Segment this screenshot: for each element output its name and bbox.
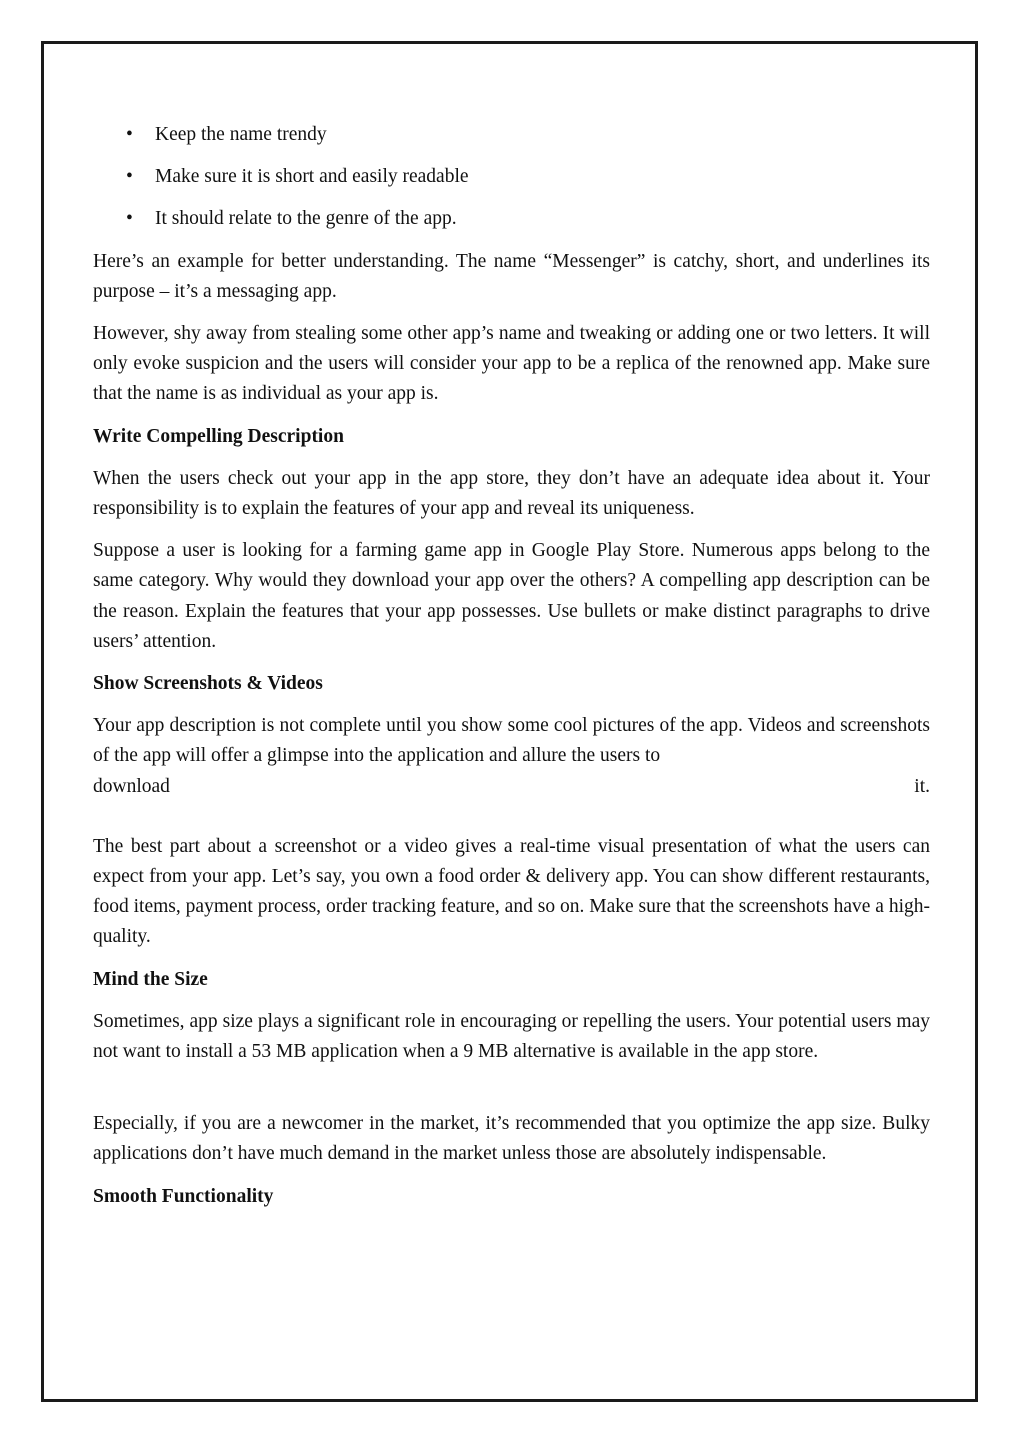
paragraph-size-2: Especially, if you are a newcomer in the market, it’s recommended that you optimize the app size. Bulky applications don’t have much demand in the market unless those are absolutely indispensable. (93, 1113, 930, 1165)
bullet-list (93, 120, 930, 235)
list-item: • Keep the name trendy (93, 120, 930, 150)
document-body (93, 120, 930, 1224)
bullet-icon: • (126, 208, 133, 230)
paragraph-description-2: Suppose a user is looking for a farming game app in Google Play Store. Numerous apps belong to the same category. Why would they download your app over the others? A compelling app description can be the reason. Explain the features that your app possesses. Use bullets or make distinct paragraphs to drive users’ attention. (93, 540, 930, 652)
paragraph-screenshots-1-lastline: download it. (93, 775, 930, 797)
paragraph-screenshots-2: The best part about a screenshot or a video gives a real-time visual presentation of what the users can expect from your app. Let’s say, you own a food order & delivery app. You can show different restaurants, food items, payment process, order tracking feature, and so on. Make sure that the screenshots have a high-quality. (93, 835, 930, 948)
spacer (93, 802, 930, 832)
bullet-icon: • (126, 124, 133, 145)
spacer (93, 1079, 930, 1109)
paragraph-however: However, shy away from stealing some other app’s name and tweaking or adding one or two letters. It will only evoke suspicion and the users will consider your app to be a replica of the renowned app. Make sure that the name is as individual as your app is. (93, 323, 930, 405)
section-heading-size: Mind the Size (93, 968, 208, 990)
section-heading-functionality: Smooth Functionality (93, 1185, 274, 1207)
bullet-icon: • (126, 166, 133, 188)
paragraph-description-1: When the users check out your app in the app store, they don’t have an adequate idea about it. Your responsibility is to explain the features of your app and reveal its uniqueness. (93, 467, 930, 520)
paragraph-size-1: Sometimes, app size plays a significant role in encouraging or repelling the users. Your potential users may not want to install a 53 MB application when a 9 MB alternative is available in the app store. (93, 1010, 930, 1063)
paragraph-screenshots-1: Your app description is not complete until you show some cool pictures of the app. Videos and screenshots of the app will offer a glimpse into the application and allure the users to (93, 715, 930, 767)
section-heading-description: Write Compelling Description (93, 425, 344, 447)
paragraph-example: Here’s an example for better understanding. The name “Messenger” is catchy, short, and underlines its purpose – it’s a messaging app. (93, 250, 930, 302)
list-item: • Make sure it is short and easily readable (93, 162, 930, 192)
list-item: • It should relate to the genre of the app. (93, 204, 930, 234)
section-heading-screenshots: Show Screenshots & Videos (93, 673, 323, 695)
